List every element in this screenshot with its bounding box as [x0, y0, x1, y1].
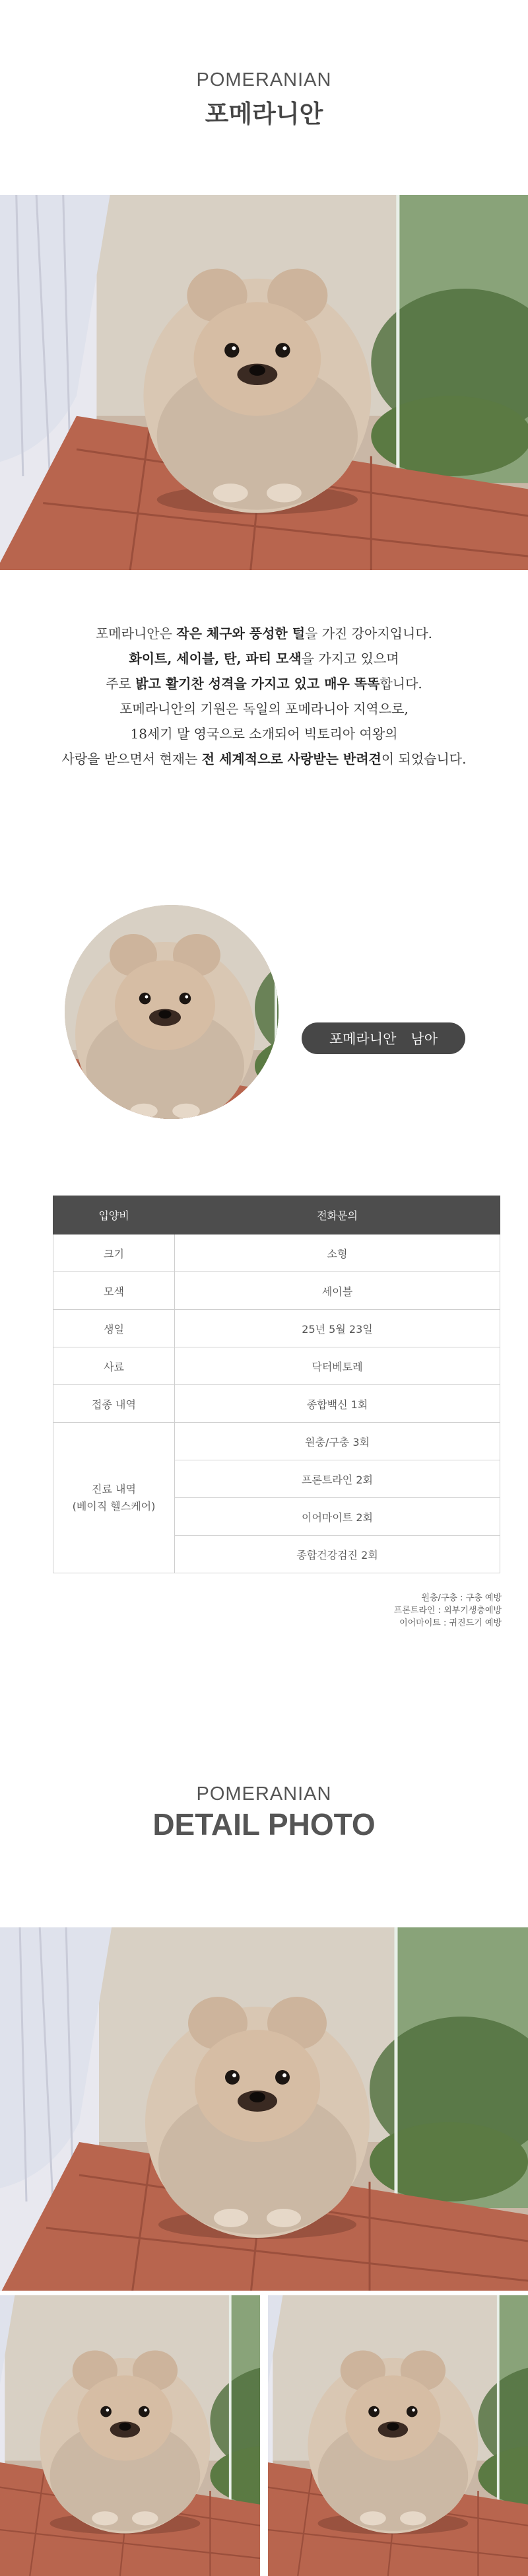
detail-heading	[0, 1783, 528, 1842]
description-text: 포메라니안의 기원은 독일의 포메라니아 지역으로,	[119, 701, 409, 717]
description-text: 합니다.	[380, 676, 422, 692]
table-row	[53, 1234, 500, 1272]
description-emphasis: 밝고 활기찬 성격을 가지고 있고 매우 똑똑	[135, 676, 380, 692]
row-value: 닥터베토레	[175, 1347, 500, 1385]
care-item: 원충/구충 3회	[175, 1423, 500, 1460]
profile-sex: 남아	[411, 1031, 438, 1047]
intro-title-ko: 포메라니안	[205, 100, 323, 128]
description-line	[0, 721, 528, 746]
care-item: 종합건강검진 2회	[175, 1536, 500, 1573]
table-header-phone-inquiry: 전화문의	[175, 1196, 500, 1234]
description-line	[0, 746, 528, 771]
detail-title: DETAIL PHOTO	[152, 1807, 376, 1842]
table-row	[53, 1385, 500, 1423]
row-label: 접종 내역	[53, 1385, 175, 1423]
note-line: 원충/구충 : 구충 예방	[421, 1593, 502, 1603]
row-label: 모색	[53, 1272, 175, 1310]
description-line	[0, 696, 528, 721]
description-line	[0, 646, 528, 671]
breed-description	[0, 621, 528, 771]
care-item: 이어마이트 2회	[175, 1498, 500, 1536]
care-history-label	[53, 1423, 175, 1573]
detail-title-en: POMERANIAN	[196, 1783, 332, 1805]
table-row	[53, 1423, 500, 1460]
row-label: 생일	[53, 1310, 175, 1347]
table-header-row	[53, 1196, 500, 1234]
description-emphasis: 전 세계적으로 사랑받는 반려견	[201, 751, 381, 767]
profile-badge	[302, 1022, 465, 1054]
care-item: 프론트라인 2회	[175, 1460, 500, 1498]
description-text: 사랑을 받으면서 현재는	[61, 751, 202, 767]
table-header-adoption-fee: 입양비	[53, 1196, 175, 1234]
profile-photo	[65, 905, 279, 1119]
table-row	[53, 1310, 500, 1347]
table-row	[53, 1347, 500, 1385]
description-line	[0, 671, 528, 696]
row-label: 사료	[53, 1347, 175, 1385]
row-label: 크기	[53, 1234, 175, 1272]
row-value: 25년 5월 23일	[175, 1310, 500, 1347]
note-line: 이어마이트 : 귀진드기 예방	[399, 1618, 502, 1628]
row-value: 종합백신 1회	[175, 1385, 500, 1423]
hero-photo	[0, 195, 528, 570]
note-line: 프론트라인 : 외부기생충예방	[393, 1606, 502, 1616]
detail-photo-large	[0, 1927, 528, 2291]
info-table	[53, 1196, 500, 1573]
description-text: 이 되었습니다.	[381, 751, 467, 767]
detail-photo-right	[268, 2295, 528, 2576]
care-notes	[394, 1592, 502, 1629]
description-text: 18세기 말 영국으로 소개되어 빅토리아 여왕의	[130, 726, 398, 742]
row-value: 소형	[175, 1234, 500, 1272]
intro-title-en: POMERANIAN	[196, 69, 332, 90]
row-value: 세이블	[175, 1272, 500, 1310]
table-row	[53, 1272, 500, 1310]
description-text: 주로	[106, 676, 136, 692]
care-label-sub: (베이직 헬스케어)	[72, 1499, 156, 1513]
profile-breed: 포메라니안	[329, 1031, 397, 1047]
description-text: 을 가지고 있으며	[301, 651, 399, 666]
description-text: 포메라니안은	[95, 626, 177, 641]
description-emphasis: 화이트, 세이블, 탄, 파티 모색	[129, 651, 302, 666]
description-line	[0, 621, 528, 646]
intro-heading	[0, 69, 528, 129]
description-text: 을 가진 강아지입니다.	[305, 626, 432, 641]
care-label-main: 진료 내역	[92, 1482, 136, 1495]
description-emphasis: 작은 체구와 풍성한 털	[176, 626, 306, 641]
detail-photo-left	[0, 2295, 260, 2576]
